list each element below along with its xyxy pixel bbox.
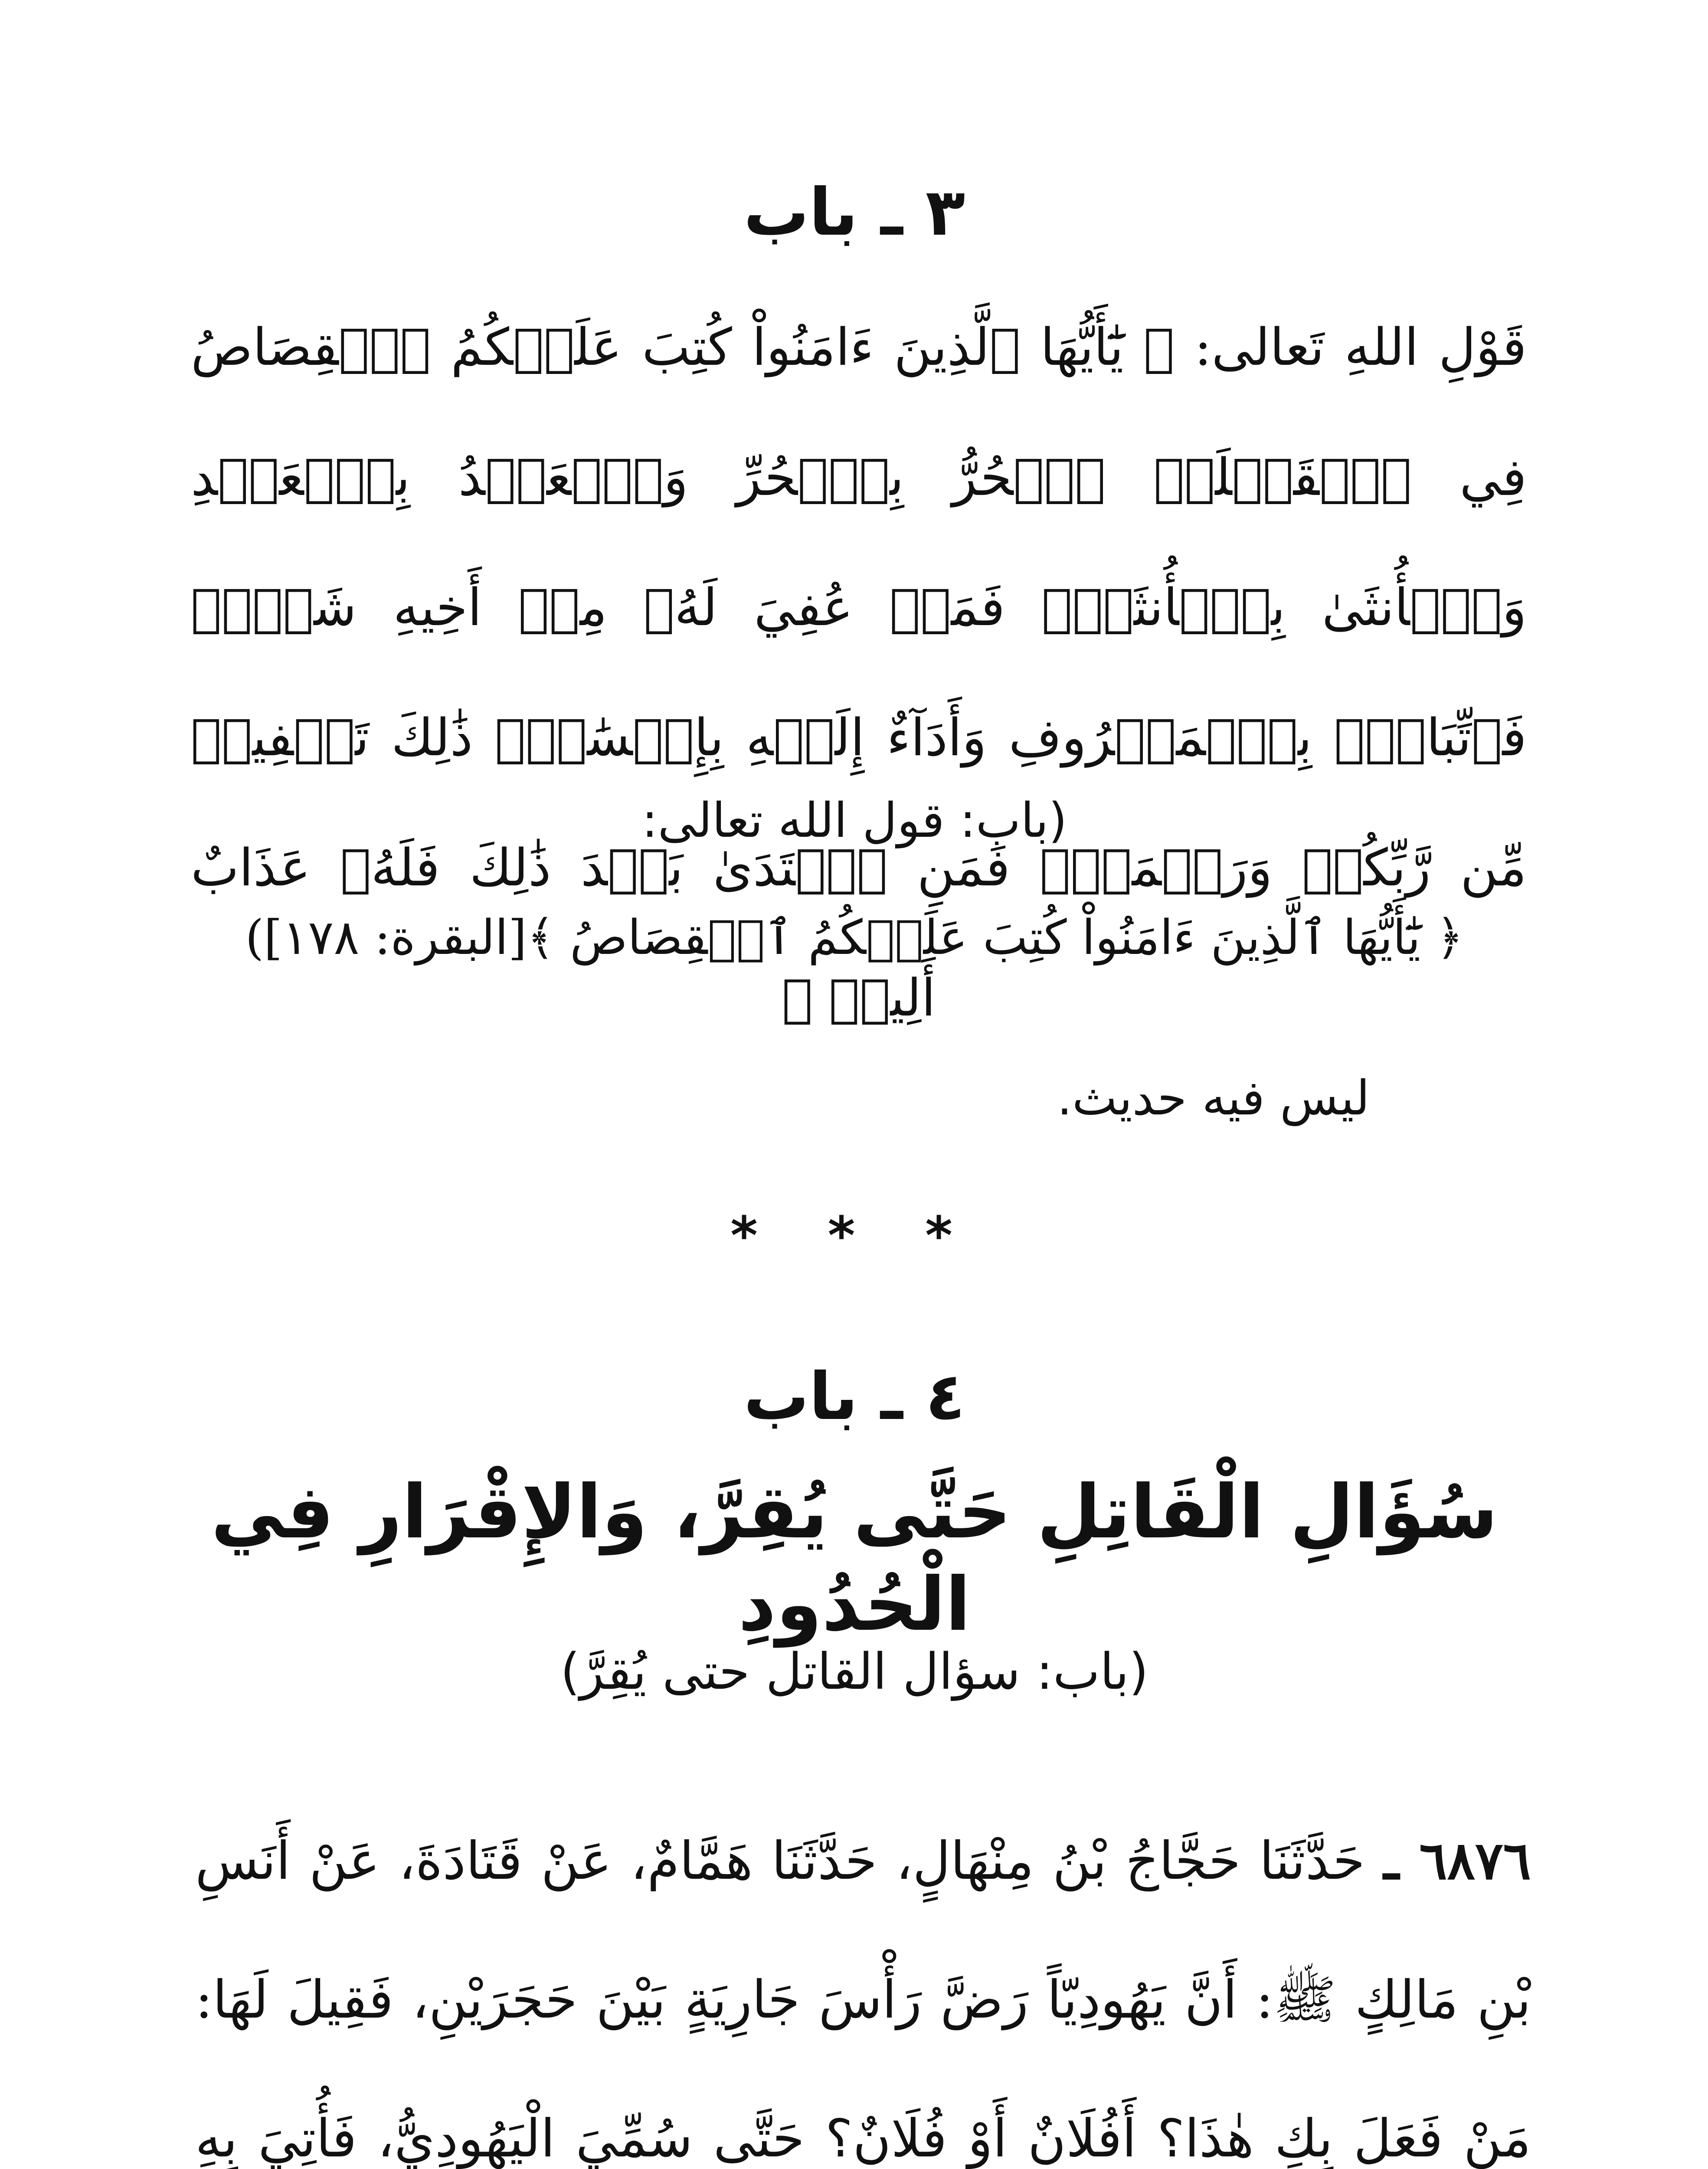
chapter-3-sub-heading: (باب: قول الله تعالى: (641, 793, 1067, 848)
hadith-paragraph (195, 1792, 1531, 2169)
hadith-text: حَدَّثَنَا حَجَّاجُ بْنُ مِنْهَالٍ، حَدَّثَنَا هَمَّامٌ، عَنْ قَتَادَةَ، عَنْ أَنَسِ بْنِ مَالِكٍ ﷺ: أَنَّ يَهُودِيّاً رَضَّ رَأْسَ جَارِيَةٍ بَيْنَ حَجَرَيْنِ، فَقِيلَ لَهَا: مَنْ فَعَلَ بِكِ هٰذَا؟ أَفُلَانٌ أَوْ فُلَانٌ؟ حَتَّى سُمِّيَ الْيَهُودِيُّ، فَأُتِيَ بِهِ (195, 1831, 1531, 2169)
chapter-4-label: ٤ ـ باب (743, 1359, 965, 1435)
hadith-number: ٦٨٧٦ ـ (1384, 1830, 1531, 1891)
no-hadith-note: ليس فيه حديث. (1057, 1070, 1370, 1126)
chapter-4-sub-heading: (باب: سؤال القاتل حتى يُقِرَّ) (560, 1643, 1148, 1701)
chapter-4-title: سُؤَالِ الْقَاتِلِ حَتَّى يُقِرَّ، وَالإِقْرَارِ فِي الْحُدُودِ (211, 1469, 1498, 1648)
chapter-3-sub-verse: ﴿ يَٰٓأَيُّهَا ٱلَّذِينَ ءَامَنُواْ كُتِبَ عَلَيۡكُمُ ٱلۡقِصَاصُ ﴾[البقرة: ١٧٨]) (245, 910, 1464, 965)
section-separator: * * * (730, 1206, 978, 1266)
chapter-3-label: ٣ ـ باب (743, 175, 965, 250)
chapter-3-heading-verse: قَوْلِ اللهِ تَعالى: ﴿ يَٰٓأَيُّهَا ٱلَّذِينَ ءَامَنُواْ كُتِبَ عَلَيۡكُمُ ٱلۡقِصَاصُ فِي ٱلۡقَتۡلَىۖ ٱلۡحُرُّ بِٱلۡحُرِّ وَٱلۡعَبۡدُ بِٱلۡعَبۡدِ وَٱلۡأُنثَىٰ بِٱلۡأُنثَىٰۚ فَمَنۡ عُفِيَ لَهُۥ مِنۡ أَخِيهِ شَيۡءٞ فَٱتِّبَاعُۢ بِٱلۡمَعۡرُوفِ وَأَدَآءٌ إِلَيۡهِ بِإِحۡسَٰنٖۗ ذَٰلِكَ تَخۡفِيفٞ مِّن رَّبِّكُمۡ وَرَحۡمَةٞۗ فَمَنِ ٱعۡتَدَىٰ بَعۡدَ ذَٰلِكَ فَلَهُۥ عَذَابٌ أَلِيمٞ ﴾ (191, 317, 1527, 1028)
